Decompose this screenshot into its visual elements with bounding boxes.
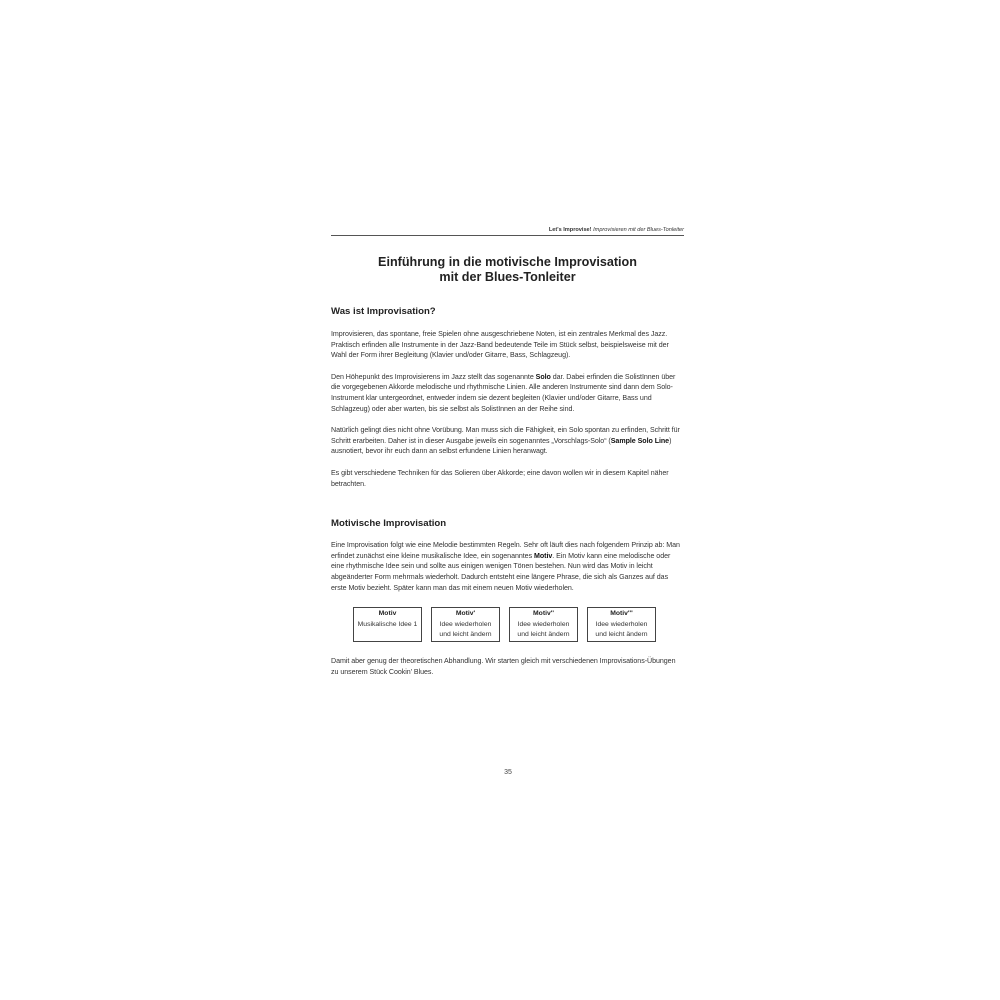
chapter-title-line-1: Einführung in die motivische Improvisation xyxy=(378,255,637,269)
motif-box-1 xyxy=(353,607,422,642)
motif-box-4 xyxy=(587,607,656,642)
paragraph-3-bold: Sample Solo Line xyxy=(610,436,670,445)
motif-box-title: Motiv' xyxy=(455,610,476,618)
paragraph-3-text-b: ) ausnotiert, bevor ihr euch dann an selbst erfundene Linien heranwagt. xyxy=(331,436,672,456)
motif-diagram xyxy=(353,607,684,642)
paragraph-2-text-b: dar. Dabei erfinden die SolistInnen über die vorgegebenen Akkorde melodische und rhythmische Linien. Alle anderen Instrumente sind dann dem Solo-Instrument klar untergeordnet, entweder indem sie dezent begleiten (Klavier und/oder Gitarre, Bass und Schlagzeug) oder aber warten, bis sie selbst als SolistInnen an der Reihe sind. xyxy=(331,372,676,413)
paragraph-2-text-a: Den Höhepunkt des Improvisierens im Jazz stellt das sogenannte xyxy=(331,372,536,381)
chapter-title xyxy=(331,255,684,285)
motif-box-text: und leicht ändern xyxy=(595,631,648,639)
paragraph-2-bold: Solo xyxy=(535,372,551,381)
motif-box-text: und leicht ändern xyxy=(517,631,570,639)
page-number: 35 xyxy=(504,769,512,776)
motif-box-text: Musikalische Idee 1 xyxy=(357,620,418,628)
paragraph-2 xyxy=(331,372,684,414)
paragraph-5-text-b: . Ein Motiv kann eine melodische oder eine rhythmische Idee sein und sollte aus einigen wenigen Tönen bestehen. Nun wird das Motiv in leicht abgeänderter Form mehrmals wiederholt. Dadurch entsteht eine längere Phrase, die sich als Ganzes auf das erste Motiv bezieht. Später kann man das mit einem neuen Motiv wiederholen. xyxy=(331,551,671,592)
motif-box-title: Motiv''' xyxy=(610,610,633,618)
section-heading-improvisation: Was ist Improvisation? xyxy=(331,306,436,317)
running-head-chapter: Improvisieren mit der Blues-Tonleiter xyxy=(593,227,684,233)
motif-box-text: und leicht ändern xyxy=(439,631,492,639)
motif-box-text: Idee wiederholen xyxy=(439,620,492,628)
running-head xyxy=(331,226,684,236)
paragraph-6: Damit aber genug der theoretischen Abhandlung. Wir starten gleich mit verschiedenen Improvisations-Übungen zu unserem Stück Cookin' Blues. xyxy=(331,657,676,676)
paragraph-4: Es gibt verschiedene Techniken für das Solieren über Akkorde; eine davon wollen wir in diesem Kapitel näher betrachten. xyxy=(331,468,669,488)
paragraph-1: Improvisieren, das spontane, freie Spielen ohne ausgeschriebene Noten, ist ein zentrales Merkmal des Jazz. Praktisch erfinden alle Instrumente in der Jazz-Band bedeutende Teile im Stück selbst, beispielsweise mit der Wahl der Form ihrer Begleitung (Klavier und/oder Gitarre, Bass, Schlagzeug). xyxy=(331,330,669,360)
paragraph-3-text-a: Natürlich gelingt dies nicht ohne Vorübung. Man muss sich die Fähigkeit, ein Solo spontan zu erfinden, Schritt für Schritt erarbeiten. Daher ist in dieser Ausgabe jeweils ein sogenanntes „Vorschlags-Solo“ ( xyxy=(331,426,680,445)
book-page xyxy=(331,226,684,677)
paragraph-5-bold: Motiv xyxy=(534,551,553,560)
paragraph-5 xyxy=(331,540,684,593)
chapter-title-line-2: mit der Blues-Tonleiter xyxy=(439,270,576,284)
paragraph-3 xyxy=(331,425,684,457)
section-heading-motivische-improvisation: Motivische Improvisation xyxy=(331,518,447,530)
motif-box-title: Motiv'' xyxy=(533,610,554,618)
motif-box-title: Motiv xyxy=(378,610,397,618)
motif-box-3 xyxy=(509,607,578,642)
running-head-book-title: Let's Improvise! xyxy=(548,227,592,233)
motif-box-text: Idee wiederholen xyxy=(517,620,570,628)
motif-box-2 xyxy=(431,607,500,642)
paragraph-5-text-a: Eine Improvisation folgt wie eine Melodie bestimmten Regeln. Sehr oft läuft dies nach folgendem Prinzip ab: Man erfindet zunächst eine kleine musikalische Idee, ein sogenanntes xyxy=(331,541,680,560)
motif-box-text: Idee wiederholen xyxy=(595,620,648,628)
